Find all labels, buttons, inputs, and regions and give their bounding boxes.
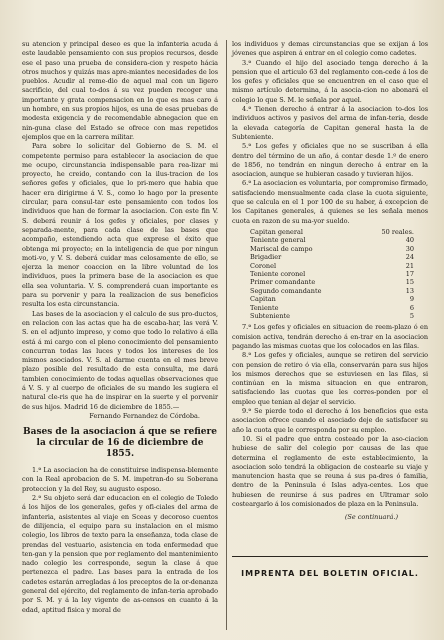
paragraph: 2.ª Su objeto será dar educacion en el colegio de Toledo á los hijos de los generales, gefes y ofi-ciales del arma de infanteria, asistentes al viaje en Sceas y decoroso cuentos de dilijencia, el equipo para su instalacion en el mismo colegio, los libros de texto para la enseñanza, toda clase de prendas del vestuario, asistencia en toda enfermedad que ten-gan y la pension que por reglamento del mantenimiento nado colegio les corresponde, segun la clase á que pertenezca el padre. Las bases para la entrada de los cadetes estarán arregladas á los preceptos de la or-denanza general del ejército, del reglamento de infan-teria aprobado por S. M. y á la ley vigente de as-censos en cuanto á la edad, aptitud fisica y moral de xyxy=(22,494,218,614)
table-row xyxy=(232,278,428,286)
paragraph: 7.ª Los gefes y oficiales en situacion de reem-plazo ó en comision activa, tendrán derecho á en-trar en la asociacion pagando las mismas cuotas que los colocados en las filas. xyxy=(232,323,428,350)
table-row xyxy=(232,295,428,303)
table-row xyxy=(232,270,428,278)
footer-rule xyxy=(232,556,428,557)
rank-cell: Teniente coronel xyxy=(250,269,306,278)
rank-cell: Capitan general xyxy=(250,227,303,236)
amount-cell: 50 reales. xyxy=(381,227,414,236)
amount-cell: 17 xyxy=(405,269,414,278)
paragraph: Para sobre lo solicitar del Gobierno de S. M. el competente permiso para establecer la asociacion de que me ocupo, circunstancia indispensable para rea-lizar mi proyecto, he creido, contando con la ilus-tracion de los señores gefes y oficiales, que lo pri-mero que habia que hacer era dirigirme á V. S., como lo hago por la presente circular, para consul-tar este pensamiento con todos los individuos que han de formar la asociacion. Con este fin V. S. deberá reunir á los gefes y oficiales, por clases y separada-mente, para cada clase de las bases que acompaño, estendiendo acta que exprese el éxito que obtenga mi proyecto; en la inteligencia de que por ningun moti-vo, y V. S. deberá cuidar mas celosamente de ello, se ejerza la menor coaccion en la libre voluntad de los individuos, pues la primera base de la asociacion es que ella sea voluntaria. V. S. comprenderá cuan importante es para su porvenir y para la realizacion de sus beneficios resulta los esta circunstancia. xyxy=(22,142,218,309)
paragraph: Las bases de la asociacion y el calculo de sus pro-ductos, en relacion con las actas que ha de escaba-har, las verá V. S. en el adjunto impreso, y como que todo lo relativo á ella está á mi cargo con el pleno conocimiento del pensamiento concurran todas las luces y todos los intereses de los mismos asociados. V. S. al darme cuenta en el mes breve plazo posible del resultado de esta consulta, me dará tambien conocimiento de todas aquellas observaciones que á V. S. y al cuerpo de oficiales de su mando les sugiera el natural cle-ris que ha de inspirar en la suerte y el porvenir de sus hijos. Madrid 16 de diciembre de 1855.— xyxy=(22,309,218,411)
paragraph: 8.ª Los gefes y oficiales, aunque se retiren del servicio con pension de retiro ó via ella, conservarán para sus hijos los mismos derechos que se estuviesen en las filas, si continúan en la misma situacion en que entraron, satisfaciendo las cuotas que les corres-ponden por el empleo que tenian al dejar el servicio. xyxy=(232,351,428,406)
rank-cell: Mariscal de campo xyxy=(250,244,313,253)
amount-cell: 30 xyxy=(405,244,414,253)
amount-cell: 9 xyxy=(409,295,414,304)
right-column xyxy=(232,40,428,578)
table-row xyxy=(232,312,428,320)
paragraph: su atencion y principal deseo es que la infanteria acuda á este laudable pensamiento con sus propios recursos, desde ese el paso una prueba de considera-cion y respeto hácia otros muchos y quizás mas apre-miantes necesidades de los pueblos. Acudir al reme-dio de aquel mal con un ligero sacrificio, del cual to-dos á su vez pueden recoger una importante y grata compensacion en lo que es mas caro á un hombre, en sus propios hijos, es una de esas pruebas de modesta exigencia y de recomendable abnegacion que en nin-guna clase del Estado se ofrece con mas repetidos ejemplos que en la carrera militar. xyxy=(22,40,218,141)
table-row xyxy=(232,287,428,295)
table-row xyxy=(232,304,428,312)
paragraph: 3.ª Cuando el hijo del asociado tenga derecho á la pension que el articulo 63 del reglamento con-cede á los de los gefes y oficiales que se encuentren en el caso que el mismo artículo determina, á la asocia-cion no abonará el colegio lo que S. M. le señala por aquel. xyxy=(232,58,428,104)
table-row xyxy=(232,262,428,270)
paragraph: 1.ª La asociacion ha de constituirse indispensa-blemente con la Real aprobacion de S. M. impetran-do su Soberana proteccion y la del Rey, su augusto esposo. xyxy=(22,466,218,493)
paragraph: 4.ª Tienen derecho á entrar á la asociacion to-dos los individuos activos y pasivos del arma de infan-teria, desde la elevada categoría de Capitan general hasta la de Subteniente. xyxy=(232,105,428,141)
rank-cell: Segundo comandante xyxy=(250,286,322,295)
rank-cell: Teniente general xyxy=(250,236,306,245)
column-divider xyxy=(226,40,227,630)
quota-table xyxy=(232,228,428,320)
amount-cell: 13 xyxy=(405,286,414,295)
printer-imprint: IMPRENTA DEL BOLETIN OFICIAL. xyxy=(241,569,419,579)
rank-cell: Capitan xyxy=(250,295,276,304)
amount-cell: 24 xyxy=(405,253,414,262)
rank-cell: Subteniente xyxy=(250,312,291,320)
amount-cell: 15 xyxy=(405,278,414,287)
left-column xyxy=(22,40,218,615)
paragraph: 10. Si el padre que entra costeado por la aso-ciacion hubiese de salir del colegio por causas de las que determina el reglamento de este establecimiento, la asociacion solo tendrá la obligacion de costearle su viaje y manutencion hasta que se reuna á sus pa-dres ó familia, dentro de la Peninsula é Islas adya-centes. Los que hubiesen de reunirse á sus padres en Ultramar solo costeargarlo á los comisionados de plaza en la Peninsula. xyxy=(232,434,428,509)
paragraph: 6.ª La asociacion es voluntaria, por compromiso firmado, satisfaciendo mensualmente cada clase la cuota siguiente, que se calcula en el 1 por 100 de su haber, á excepcion de los Capitanes generales, á quienes se les señala menos cuota en razon de su ma-yor sueldo. xyxy=(232,179,428,225)
rank-cell: Teniente xyxy=(250,303,279,312)
amount-cell: 21 xyxy=(405,261,414,270)
paragraph: 9.ª Se pierde todo el derecho á los beneficios que esta asociacion ofrece cuando el asociado deje de satisfacer su año la cuota que le corresponda por su empleo. xyxy=(232,407,428,434)
continuation-note: (Se continuará.) xyxy=(344,513,398,522)
rank-cell: Brigadier xyxy=(250,253,282,262)
signature: Fernando Fernandez de Córdoba. xyxy=(89,411,200,420)
amount-cell: 6 xyxy=(409,303,414,312)
table-row xyxy=(232,245,428,253)
table-row xyxy=(232,228,428,236)
amount-cell: 40 xyxy=(405,236,414,245)
rank-cell: Coronel xyxy=(250,261,277,270)
section-title: Bases de la asociacion á que se refiere la circular de 16 de diciembre de 1855. xyxy=(23,427,217,460)
table-row xyxy=(232,253,428,261)
paragraph: 5.ª Los gefes y oficiales que no se suscriban á ella dentro del término de un año, á contar desde 1.º de enero de 1856, no tendrán en ningun derecho á entrar en la asociacion, aunque se hubieran casado y tuvieran hijos. xyxy=(232,142,428,179)
table-row xyxy=(232,236,428,244)
paragraph: los individuos y demas circunstancias que se exijan á los jóvenes que aspiren á entrar en el colegio como cadetes. xyxy=(232,40,428,58)
amount-cell: 5 xyxy=(409,312,414,320)
rank-cell: Primer comandante xyxy=(250,278,316,287)
